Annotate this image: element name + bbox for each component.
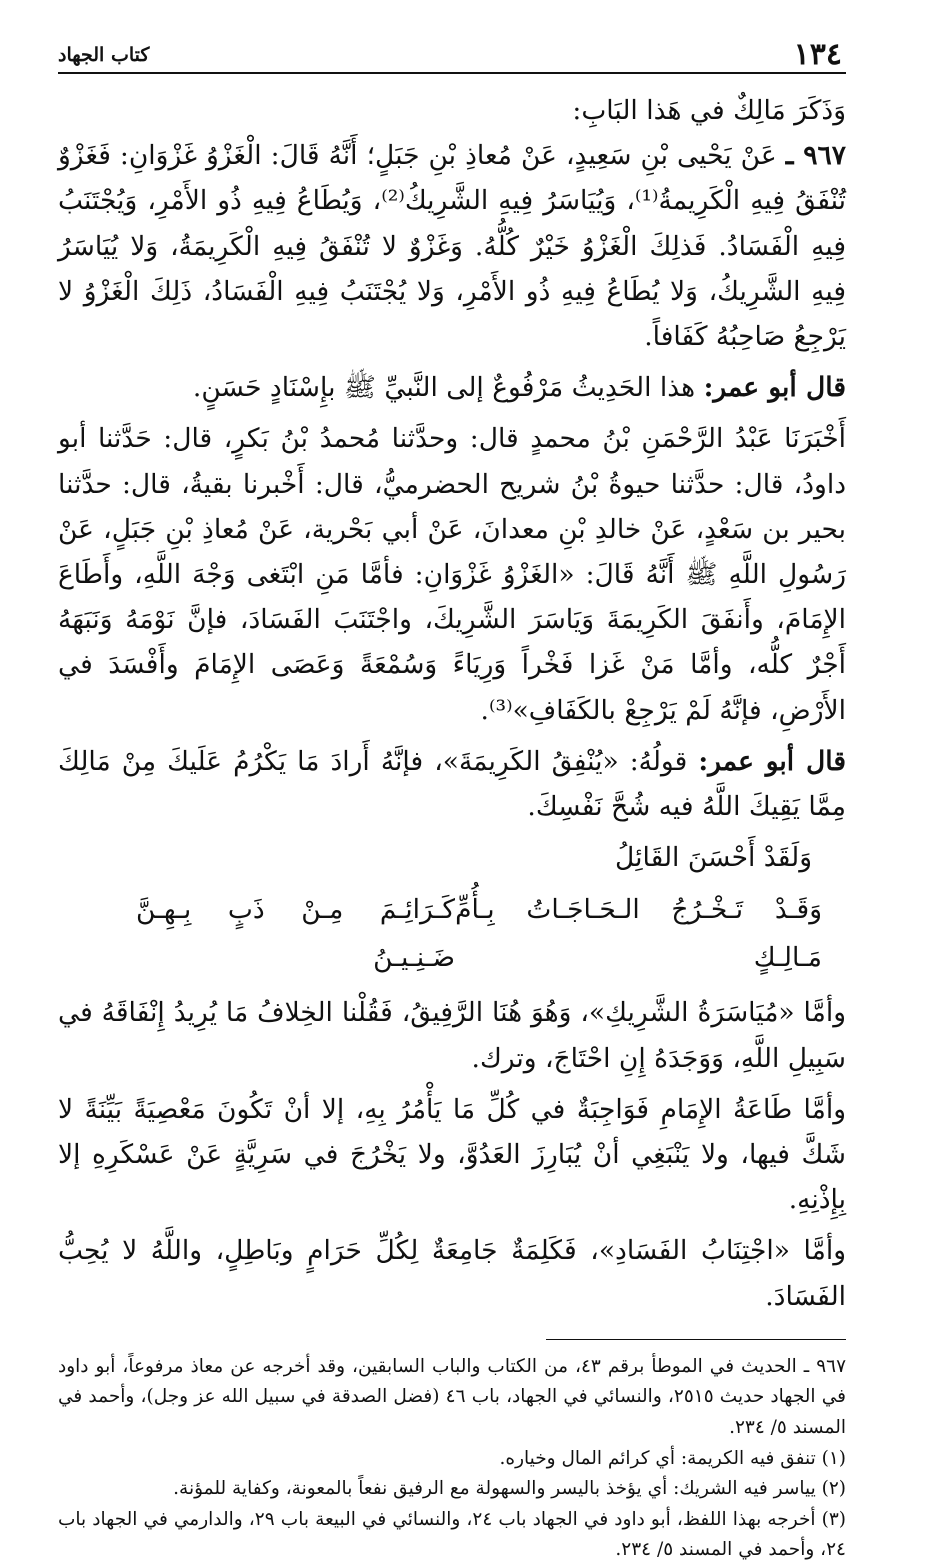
poet-intro: وَلَقَدْ أَحْسَنَ القَائِلُ (615, 842, 812, 874)
paragraph-taa: وأمَّا طَاعَةُ الإِمَامِ فَوَاجِبَةٌ في كُلِّ مَا يَأْمُرُ بِهِ، إلا أنْ تَكُونَ مَعْصِيَةً بَيِّنَةً لا شَكَّ فيها، ولا يَنْبَغِي أنْ يُبَارِزَ العَدُوَّ، ولا يَخْرُجَ في سَرِيَّةٍ عَنْ عَسْكَرِهِ إلا بِإِذْنِهِ. (58, 1093, 846, 1216)
page-number: ١٣٤ (793, 37, 842, 72)
footnote-divider (546, 1339, 846, 1340)
hadith-paragraph (58, 133, 846, 359)
abu-umar-label: قال أبو عمر: (703, 372, 846, 404)
verse-second-hemistich: كَـرَائِـمَ مِـنْ ذَبٍ بِـهِـنَّ ضَـنِـيـنُ (136, 894, 456, 974)
hadith-number: ٩٦٧ ـ (785, 140, 846, 172)
footnote-source: ٩٦٧ ـ الحديث في الموطأ برقم ٤٣، من الكتاب والباب السابقين، وقد أخرجه عن معاذ مرفوعاً، أبو داود في الجهاد حديث ٢٥١٥، والنسائي في الجهاد، باب ٤٦ (فضل الصدقة في سبيل الله عز وجل)، وأحمد في المسند ٥/ ٢٣٤. (58, 1355, 847, 1439)
abu-umar-text: هذا الحَدِيثُ مَرْفُوعٌ إلى النَّبيِّ ﷺ بإِسْنَادٍ حَسَنٍ. (192, 372, 696, 404)
abu-umar-label: قال أبو عمر: (698, 745, 846, 777)
footnote-3: (٣) أخرجه بهذا اللفظ، أبو داود في الجهاد باب ٢٤، والنسائي في البيعة باب ٢٩، والدارمي في الجهاد باب ٢٤، وأحمد في المسند ٥/ ٢٣٤. (58, 1508, 846, 1561)
poetry-verse (58, 886, 846, 982)
verse-first-hemistich: وَقَـدْ تَـخْـرُجُ الـحَـاجَـاتُ بِـأُمِّ مَـالِـكٍ (455, 894, 822, 974)
footnote-2: (٢) يياسر فيه الشريك: أي يؤخذ باليسر والسهولة مع الرفيق نفعاً بالمعونة، وكفاية للمؤنة. (173, 1478, 846, 1500)
abu-umar-text: قولُهُ: «يُنْفِقُ الكَرِيمَةَ»، فإنَّهُ أَرادَ مَا يَكْرُمُ عَلَيكَ مِنْ مَالِكَ مِمَّا يَقِيكَ اللَّهُ فيه شُحَّ نَفْسِكَ. (58, 745, 846, 823)
abu-umar-note-2 (58, 739, 846, 829)
hadith-text: عَنْ يَحْيى بْنِ سَعِيدٍ، عَنْ مُعاذِ بْنِ جَبَلٍ؛ أَنَّهُ قَالَ: الْغَزْوُ غَزْوَانِ: فَغَزْوٌ تُنْفَقُ فِيهِ الْكَرِيمةُ⁽¹⁾، وَيُيَاسَرُ فِيهِ الشَّرِيكُ⁽²⁾، وَيُطَاعُ فِيهِ ذُو الأَمْرِ، وَيُجْتَنَبُ فِيهِ الْفَسَادُ. فَذلِكَ الْغَزْوُ خَيْرٌ كُلُّهُ. وَغَزْوٌ لا تُنْفَقُ فِيهِ الْكَرِيمَةُ، وَلا يُيَاسَرُ فِيهِ الشَّرِيكُ، وَلا يُطَاعُ فِيهِ ذُو الأَمْرِ، وَلا يُجْتَنَبُ فِيهِ الْفَسَادُ، ذَلِكَ الْغَزْوُ لا يَرْجِعُ صَاحِبُهُ كَفَافاً. (58, 140, 846, 353)
abu-umar-note-1 (58, 365, 846, 410)
main-text (58, 88, 846, 1566)
footnote-1: (١) تنفق فيه الكريمة: أي كرائم المال وخياره. (499, 1447, 846, 1469)
chapter-intro: وَذَكَرَ مَالِكٌ في هَذا البَابِ: (572, 95, 846, 126)
isnad-paragraph: أَخْبَرَنَا عَبْدُ الرَّحْمَنِ بْنُ محمدٍ قال: وحدَّثنا مُحمدُ بْنُ بَكرٍ، قال: حَدَّثنا أبو داودُ، قال: حدَّثنا حيوةُ بْنُ شريح الحضرميُّ، قال: أَخْبرنا بقيةُ، قال: حدَّثنا بحير بن سَعْدٍ، عَنْ خالدِ بْنِ معدانَ، عَنْ أبي بَحْرية، عَنْ مُعاذِ بْنِ جَبَلٍ، عَنْ رَسُولِ اللَّهِ ﷺ أَنَّهُ قَالَ: «الغَزْوُ غَزْوَانِ: فأمَّا مَنِ ابْتَغى وَجْهَ اللَّهِ، وأَطَاعَ الإِمَامَ، وأَنفَقَ الكَرِيمَةَ وَيَاسَرَ الشَّرِيكَ، واجْتَنَبَ الفَسَادَ، فإنَّ نَوْمَهُ وَنَبَهَهُ أَجْرٌ كلُّه، وأمَّا مَنْ غَزا فَخْراً وَرِيَاءً وَسُمْعَةً وَعَصَى الإِمَامَ وأَفْسَدَ في الأَرْضِ، فإنَّهُ لَمْ يَرْجِعْ بالكَفَافِ»⁽³⁾. (58, 423, 846, 726)
paragraph-fasad: وأمَّا «اجْتِنَابُ الفَسَادِ»، فَكَلِمَةٌ جَامِعَةٌ لِكُلِّ حَرَامٍ وبَاطِلٍ، واللَّهُ لا يُحِبُّ الفَسَادَ. (58, 1235, 846, 1312)
running-header (58, 36, 846, 74)
book-title: كتاب الجهاد (58, 44, 150, 66)
book-page (58, 36, 847, 1561)
paragraph-musayara: وأمَّا «مُيَاسَرَةُ الشَّرِيكِ»، وَهُوَ هُنَا الرَّفِيقُ، فَقُلْنا الخِلافُ مَا يُرِيدُ إِنْفَاقَهُ في سَبِيلِ اللَّهِ، وَوَجَدَهُ إِنِ احْتَاجَ، وترك. (58, 997, 846, 1074)
